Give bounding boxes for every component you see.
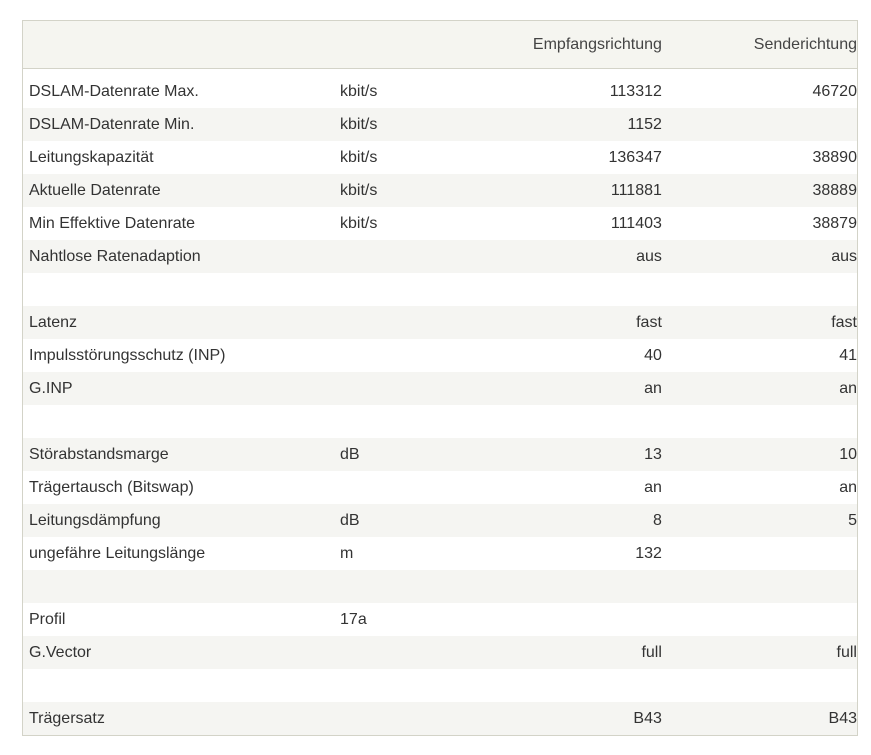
header-upstream: Senderichtung — [753, 35, 857, 53]
table-row-empty — [23, 405, 857, 438]
row-label: Impulsstörungsschutz (INP) — [29, 346, 226, 364]
header-downstream: Empfangsrichtung — [532, 35, 662, 53]
row-label: ungefähre Leitungslänge — [29, 544, 206, 562]
row-unit: kbit/s — [340, 181, 378, 199]
row-label: Latenz — [29, 313, 78, 331]
table-header-row — [23, 21, 857, 69]
table-row — [23, 75, 857, 108]
row-label: Leitungskapazität — [29, 148, 154, 166]
row-label: Trägertausch (Bitswap) — [29, 478, 194, 496]
row-downstream-value: B43 — [633, 709, 662, 727]
row-label: Trägersatz — [29, 709, 105, 727]
table-row — [23, 438, 857, 471]
row-unit: m — [340, 544, 354, 562]
table-row — [23, 636, 857, 669]
row-downstream-value: an — [644, 379, 662, 397]
row-unit: kbit/s — [340, 82, 378, 100]
row-label: Min Effektive Datenrate — [29, 214, 196, 232]
table-row — [23, 240, 857, 273]
row-unit: kbit/s — [340, 115, 378, 133]
table-row-empty — [23, 669, 857, 702]
row-unit: dB — [340, 511, 360, 529]
row-upstream-value: an — [839, 379, 857, 397]
table-row — [23, 537, 857, 570]
row-label: DSLAM-Datenrate Min. — [29, 115, 195, 133]
row-downstream-value: aus — [636, 247, 662, 265]
row-label: G.INP — [29, 379, 73, 397]
table-row — [23, 372, 857, 405]
row-label: G.Vector — [29, 643, 92, 661]
table-row — [23, 471, 857, 504]
row-downstream-value: 111881 — [610, 181, 662, 199]
table-row — [23, 306, 857, 339]
row-unit: 17a — [340, 610, 367, 628]
row-upstream-value: 46720 — [812, 82, 857, 100]
table-row — [23, 141, 857, 174]
row-downstream-value: 8 — [652, 511, 662, 529]
row-label: Leitungsdämpfung — [29, 511, 161, 529]
row-downstream-value: 1152 — [627, 115, 662, 133]
table-row-empty — [23, 273, 857, 306]
row-downstream-value: 40 — [644, 346, 662, 364]
row-downstream-value: 111403 — [610, 214, 662, 232]
table-row — [23, 108, 857, 141]
row-label: Störabstandsmarge — [29, 445, 169, 463]
row-upstream-value: 38889 — [812, 181, 857, 199]
row-unit: kbit/s — [340, 148, 378, 166]
row-label: Profil — [29, 610, 66, 628]
row-downstream-value: fast — [636, 313, 662, 331]
row-downstream-value: 136347 — [608, 148, 662, 166]
row-downstream-value: full — [641, 643, 662, 661]
row-unit: dB — [340, 445, 360, 463]
table-row — [23, 174, 857, 207]
row-downstream-value: an — [644, 478, 662, 496]
table-row — [23, 603, 857, 636]
row-upstream-value: B43 — [828, 709, 857, 727]
row-upstream-value: 38890 — [812, 148, 857, 166]
row-upstream-value: 10 — [839, 445, 857, 463]
row-label: Nahtlose Ratenadaption — [29, 247, 201, 265]
table-row-empty — [23, 570, 857, 603]
row-upstream-value: 5 — [848, 511, 857, 529]
row-label: DSLAM-Datenrate Max. — [29, 82, 199, 100]
row-upstream-value: 38879 — [812, 214, 857, 232]
table-row — [23, 207, 857, 240]
table-row — [23, 504, 857, 537]
row-downstream-value: 113312 — [609, 82, 662, 100]
row-upstream-value: fast — [831, 313, 857, 331]
row-downstream-value: 13 — [644, 445, 662, 463]
row-upstream-value: 41 — [839, 346, 857, 364]
row-upstream-value: full — [836, 643, 857, 661]
row-upstream-value: an — [839, 478, 857, 496]
table-row — [23, 702, 857, 735]
row-upstream-value: aus — [831, 247, 857, 265]
dsl-info-table — [22, 20, 858, 736]
row-unit: kbit/s — [340, 214, 378, 232]
row-downstream-value: 132 — [635, 544, 662, 562]
row-label: Aktuelle Datenrate — [29, 181, 161, 199]
table-row — [23, 339, 857, 372]
